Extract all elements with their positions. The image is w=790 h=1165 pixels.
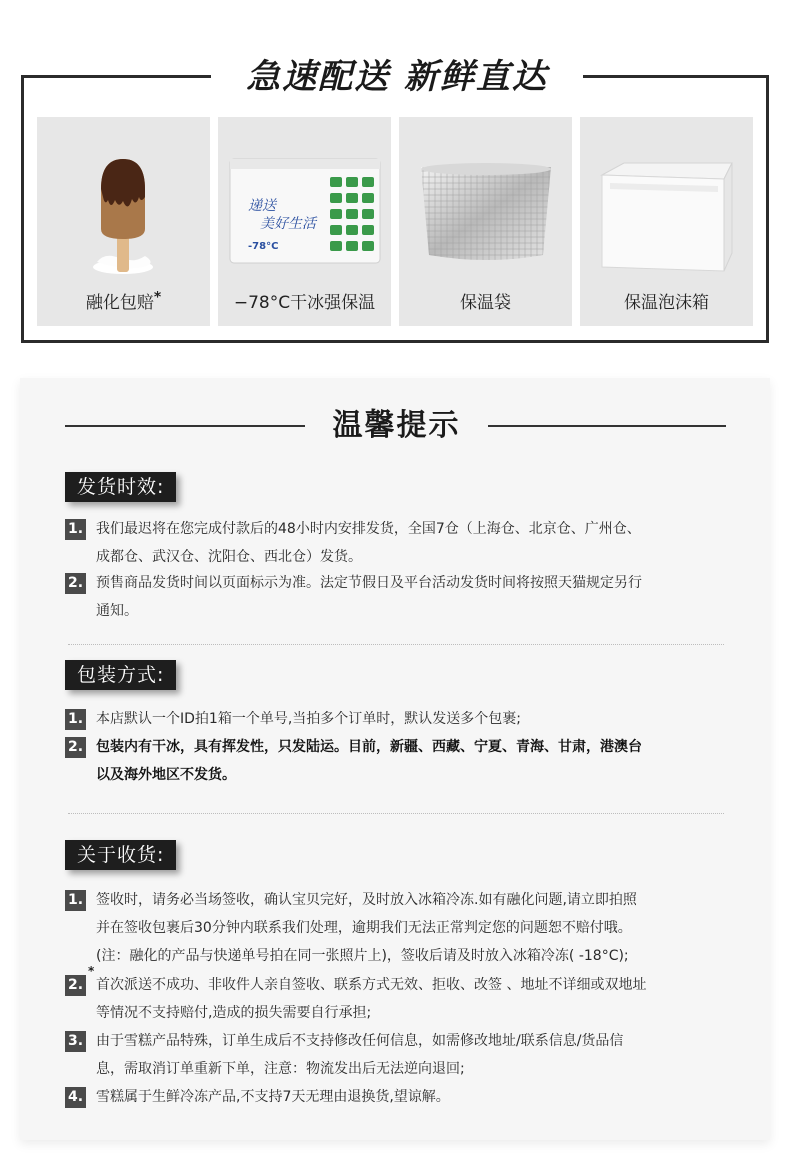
item-number: 2. xyxy=(65,975,86,996)
text-line: 我们最迟将在您完成付款后的48小时内安排发货，全国7仓（上海仓、北京仓、广州仓、 xyxy=(96,521,641,537)
receiving-item-2 xyxy=(96,971,746,1027)
text-line: 成都仓、武汉仓、沈阳仓、西北仓）发货。 xyxy=(96,549,362,565)
receiving-item-1 xyxy=(96,886,746,970)
tips-title: 温馨提示 xyxy=(332,408,461,443)
text-line: 本店默认一个ID拍1箱一个单号,当拍多个订单时，默认发送多个包裹; xyxy=(96,711,521,727)
item-number: 1. xyxy=(65,890,86,911)
text-line: 雪糕属于生鲜冷冻产品,不支持7天无理由退换货,望谅解。 xyxy=(96,1089,450,1105)
section-tag-packaging: 包装方式: xyxy=(65,660,176,690)
card-insulated-bag xyxy=(399,117,572,326)
text-line: 包装内有干冰，具有挥发性，只发陆运。目前，新疆、西藏、宁夏、青海、甘肃，港澳台 xyxy=(96,739,642,755)
text-line: 预售商品发货时间以页面标示为准。法定节假日及平台活动发货时间将按照天猫规定另行 xyxy=(96,575,642,591)
text-line: 通知。 xyxy=(96,603,138,619)
text-line: 等情况不支持赔付,造成的损失需要自行承担; xyxy=(96,1005,372,1021)
card-label: 保温泡沫箱 xyxy=(624,293,709,313)
asterisk-mark: * xyxy=(153,289,162,306)
shipping-time-item-1 xyxy=(96,515,746,571)
insulated-bag-icon xyxy=(399,117,572,277)
card-melt-compensation xyxy=(37,117,210,326)
delivery-title: 急速配送 新鲜直达 xyxy=(246,57,548,97)
item-number: 2. xyxy=(65,737,86,758)
pack-slogan-1: 递送 xyxy=(248,198,276,214)
melting-popsicle-icon xyxy=(37,117,210,277)
card-label: −78°C干冰强保温 xyxy=(233,293,376,313)
section-tag-shipping-time: 发货时效: xyxy=(65,472,176,502)
dry-ice-pack-icon xyxy=(218,117,391,277)
receiving-item-4 xyxy=(96,1083,746,1111)
item-number: 1. xyxy=(65,519,86,540)
text-line: 并在签收包裹后30分钟内联系我们处理，逾期我们无法正常判定您的问题恕不赔付哦。 xyxy=(96,920,632,936)
card-label: 融化包赔 xyxy=(85,293,154,313)
tips-title-line-left xyxy=(65,425,305,427)
item-number: 1. xyxy=(65,709,86,730)
delivery-cards xyxy=(37,117,753,327)
item-number: 4. xyxy=(65,1087,86,1108)
card-foam-box xyxy=(580,117,753,326)
text-line: 由于雪糕产品特殊，订单生成后不支持修改任何信息，如需修改地址/联系信息/货品信 xyxy=(96,1033,624,1049)
section-divider xyxy=(68,644,724,645)
text-line: (注：融化的产品与快递单号拍在同一张照片上)，签收后请及时放入冰箱冷冻( -18°C); xyxy=(96,948,629,964)
text-line: 以及海外地区不发货。 xyxy=(96,767,236,783)
pack-slogan-2: 美好生活 xyxy=(260,216,316,232)
section-tag-receiving: 关于收货: xyxy=(65,840,176,870)
text-line: 息，需取消订单重新下单，注意：物流发出后无法逆向退回; xyxy=(96,1061,465,1077)
card-dry-ice xyxy=(218,117,391,326)
pack-temperature: -78°C xyxy=(248,241,279,252)
receiving-item-3 xyxy=(96,1027,746,1083)
item-number: 3. xyxy=(65,1031,86,1052)
section-divider xyxy=(68,813,724,814)
foam-box-icon xyxy=(580,117,753,277)
text-line: 签收时，请务必当场签收，确认宝贝完好，及时放入冰箱冷冻.如有融化问题,请立即拍照 xyxy=(96,892,637,908)
tips-title-line-right xyxy=(488,425,726,427)
text-line: 首次派送不成功、非收件人亲自签收、联系方式无效、拒收、改签 、地址不详细或双地址 xyxy=(96,977,647,993)
shipping-time-item-2 xyxy=(96,569,746,625)
asterisk-mark: * xyxy=(88,964,95,978)
packaging-item-1 xyxy=(96,705,746,733)
packaging-item-2 xyxy=(96,733,746,789)
item-number: 2. xyxy=(65,573,86,594)
card-label: 保温袋 xyxy=(460,293,511,313)
